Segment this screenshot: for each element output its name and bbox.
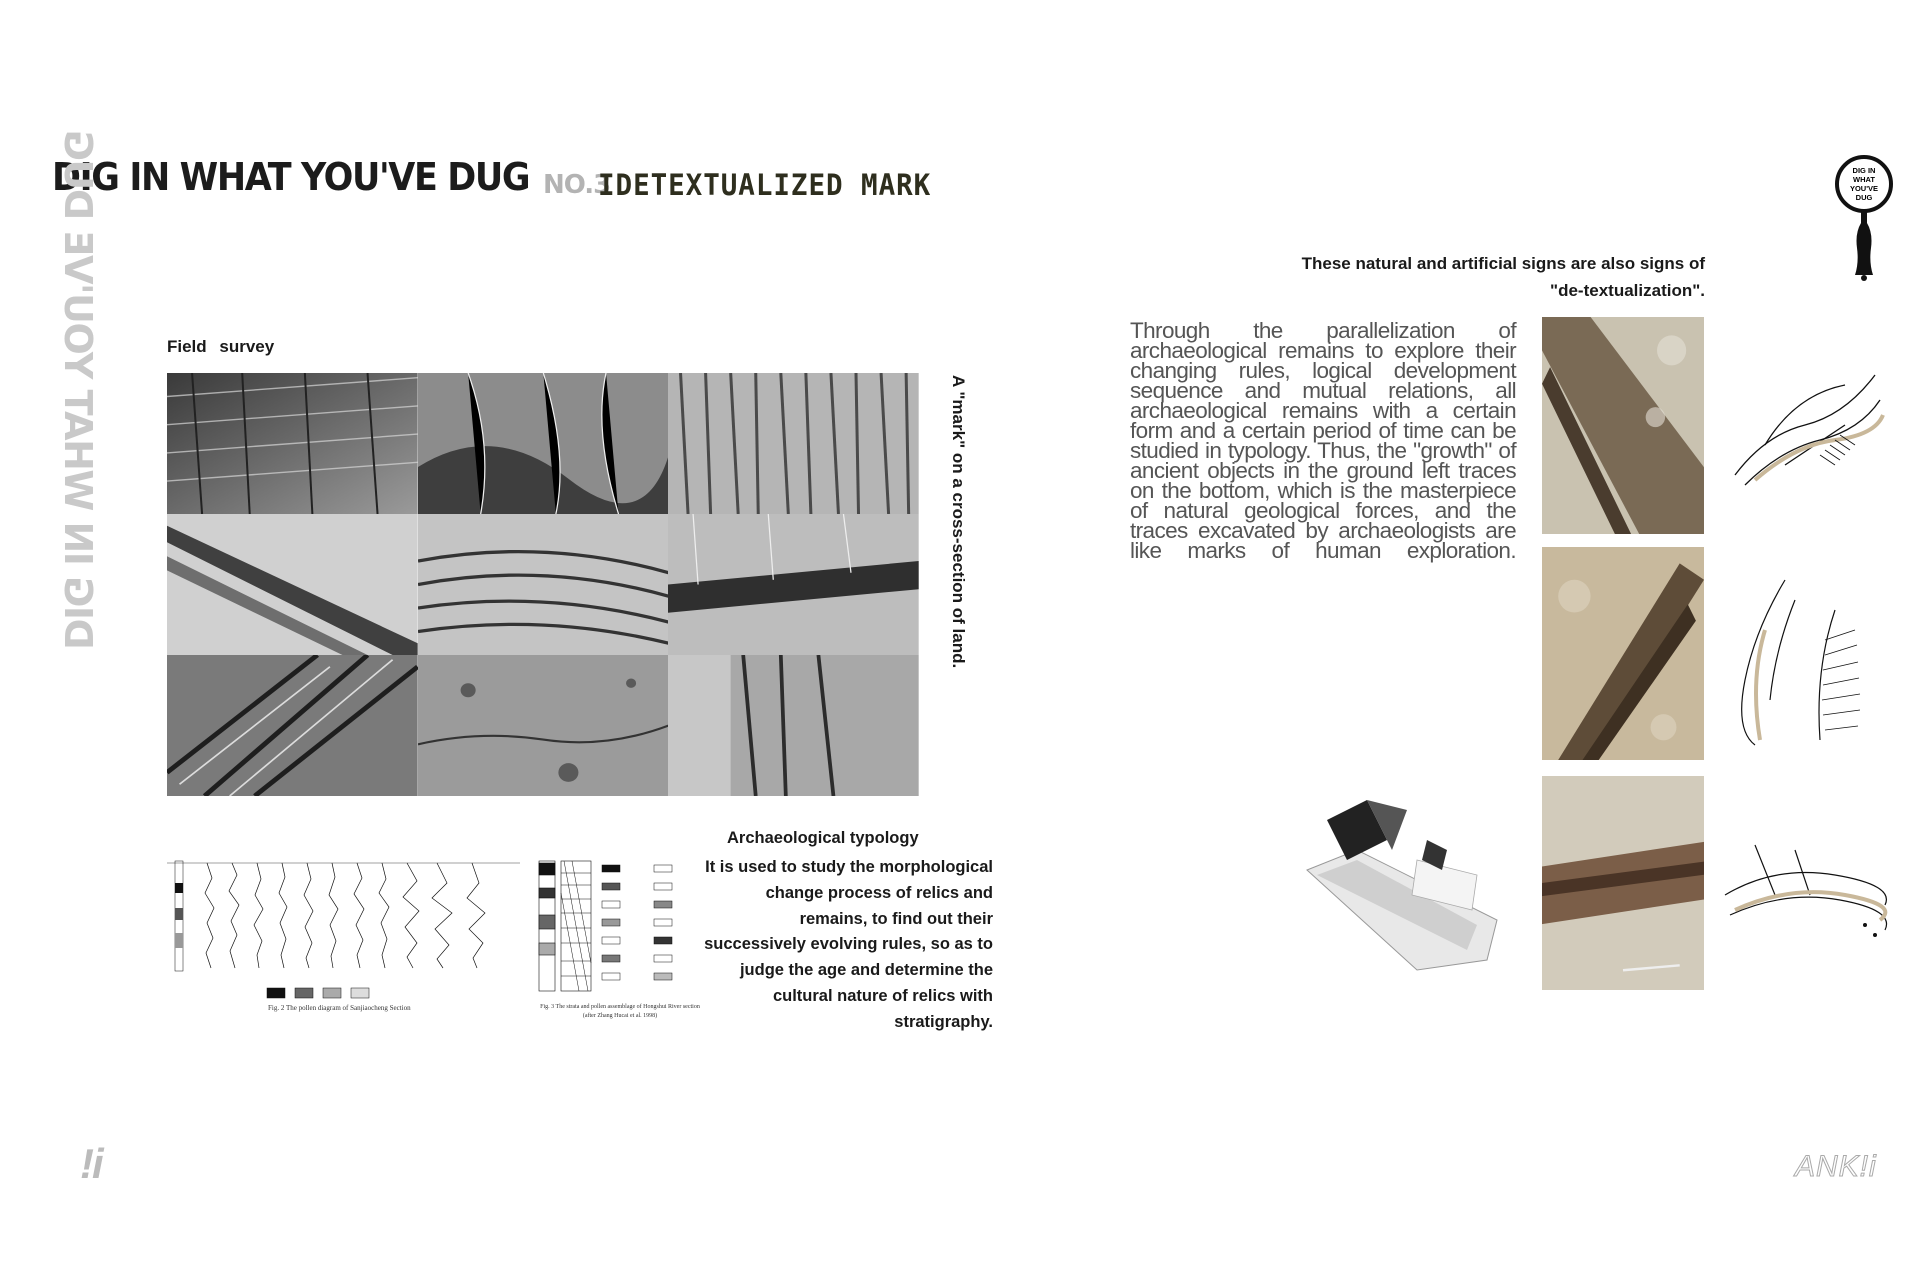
mirrored-title-decoration: DIG IN WHAT YOU'VE DUG xyxy=(56,131,100,650)
soil-texture-photo xyxy=(668,514,919,655)
trench-sketch-drawing xyxy=(1715,835,1890,955)
soil-texture-photo xyxy=(668,373,919,514)
badge-line-4: DUG xyxy=(1855,193,1873,202)
trench-sketch-drawing xyxy=(1725,355,1890,525)
footer-right-mark: ANK!i xyxy=(1795,1150,1877,1183)
badge-line-3: YOU'VE xyxy=(1849,184,1879,193)
soil-texture-photo xyxy=(167,655,418,796)
footer-left-mark: !i xyxy=(80,1140,102,1187)
badge-line-1: DIG IN xyxy=(1852,166,1876,175)
pollen-diagram-figure xyxy=(167,843,520,1018)
soil-texture-photo xyxy=(668,655,919,796)
strata-diagram-figure xyxy=(534,843,698,1001)
section-number: NO.3 xyxy=(543,170,611,200)
badge-line-2: WHAT xyxy=(1853,175,1875,184)
typology-description: It is used to study the morphological change process of relics and remains, to find out their successively evolving rules, so as to judge the age and determine the cultural nature of relics with stratigraphy. xyxy=(704,858,993,1031)
magnifier-logo-icon xyxy=(1833,153,1895,283)
trench-sketch-drawing xyxy=(1725,570,1890,755)
cross-section-caption: A "mark" on a cross-section of land. xyxy=(949,375,968,669)
architectural-model-render xyxy=(1297,780,1517,980)
soil-texture-photo xyxy=(418,655,669,796)
soil-texture-photo xyxy=(418,514,669,655)
field-survey-label: Field survey xyxy=(167,337,275,356)
page-title: DIG IN WHAT YOU'VE DUG xyxy=(52,155,530,199)
pollen-figure-caption: Fig. 2 The pollen diagram of Sanjiaocheng Section xyxy=(268,1004,411,1012)
excavation-trench-photo xyxy=(1542,776,1704,990)
soil-texture-photo xyxy=(418,373,669,514)
de-textualization-quote xyxy=(1200,250,1705,304)
section-title: IDETEXTUALIZED MARK xyxy=(598,168,932,202)
quote-line-2: "de-textualization". xyxy=(1550,281,1705,300)
soil-texture-photo xyxy=(167,373,418,514)
typology-title: Archaeological typology xyxy=(727,829,919,847)
field-survey-photo-grid xyxy=(167,373,919,796)
quote-line-1: These natural and artificial signs are also signs of xyxy=(1301,254,1705,273)
typology-paragraph: Through the parallelization of archaeological remains to explore their changing rules, logical development sequence and mutual relations, all archaeological remains with a certain form and a certain period of time can be studied in typology. Thus, the "growth" of ancient objects in the ground left traces on the bottom, which is the masterpiece of natural geological forces, and the traces excavated by archaeologists are like marks of human exploration. xyxy=(1130,318,1516,563)
strata-figure-caption: Fig. 3 The strata and pollen assemblage of Hongshui River section (after Zhang Hucai et al. 1998) xyxy=(540,1004,700,1019)
soil-texture-photo xyxy=(167,514,418,655)
excavation-trench-photo xyxy=(1542,317,1704,534)
excavation-trench-photo xyxy=(1542,547,1704,760)
